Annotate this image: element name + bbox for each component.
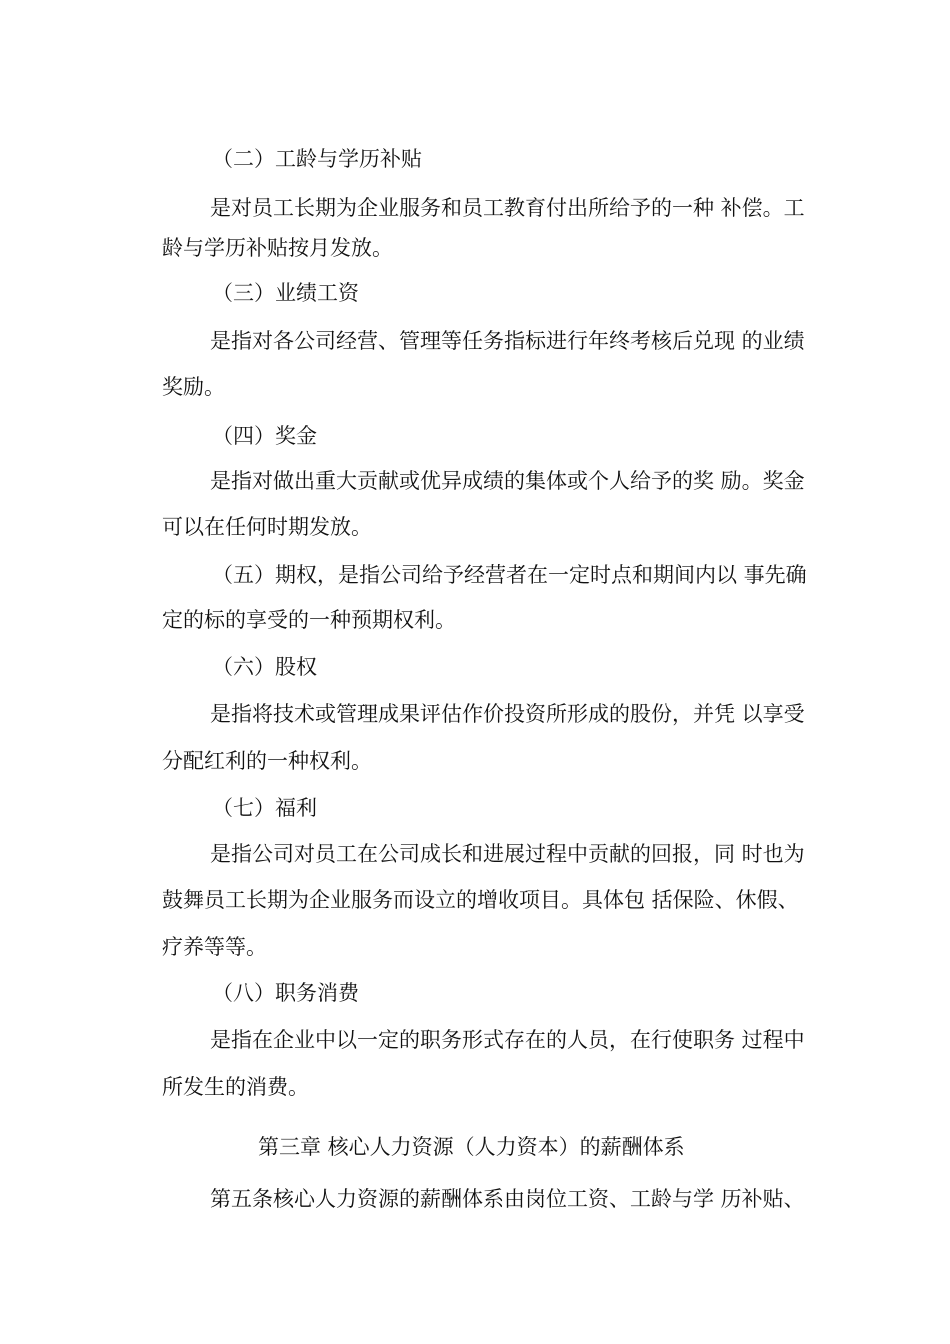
paragraph-line: 所发生的消费。 <box>162 1075 309 1099</box>
section-heading: （八）职务消费 <box>212 981 359 1005</box>
paragraph-line: 鼓舞员工长期为企业服务而设立的增收项目。具体包 括保险、休假、 <box>162 888 799 912</box>
paragraph-line: 是指公司对员工在公司成长和进展过程中贡献的回报，同 时也为 <box>210 842 805 866</box>
paragraph-line: 是指对做出重大贡献或优异成绩的集体或个人给予的奖 励。奖金 <box>210 469 805 493</box>
paragraph-line: 定的标的享受的一种预期权利。 <box>162 608 456 632</box>
section-heading: （七）福利 <box>212 796 317 820</box>
section-heading: （五）期权，是指公司给予经营者在一定时点和期间内以 事先确 <box>212 563 807 587</box>
paragraph-line: 分配红利的一种权利。 <box>162 749 372 773</box>
paragraph-line: 可以在任何时期发放。 <box>162 515 372 539</box>
paragraph-line: 是指对各公司经营、管理等任务指标进行年终考核后兑现 的业绩 <box>210 329 805 353</box>
chapter-title: 第三章 核心人力资源（人力资本）的薪酬体系 <box>258 1135 685 1159</box>
section-heading: （三）业绩工资 <box>212 281 359 305</box>
section-heading: （六）股权 <box>212 655 317 679</box>
paragraph-line: 第五条核心人力资源的薪酬体系由岗位工资、工龄与学 历补贴、 <box>210 1187 805 1211</box>
section-heading: （二）工龄与学历补贴 <box>212 147 422 171</box>
paragraph-line: 疗养等等。 <box>162 935 267 959</box>
paragraph-line: 龄与学历补贴按月发放。 <box>162 236 393 260</box>
section-heading: （四）奖金 <box>212 424 317 448</box>
paragraph-line: 奖励。 <box>162 375 225 399</box>
paragraph-line: 是指在企业中以一定的职务形式存在的人员，在行使职务 过程中 <box>210 1028 805 1052</box>
paragraph-line: 是对员工长期为企业服务和员工教育付出所给予的一种 补偿。工 <box>210 196 805 220</box>
paragraph-line: 是指将技术或管理成果评估作价投资所形成的股份，并凭 以享受 <box>210 702 805 726</box>
